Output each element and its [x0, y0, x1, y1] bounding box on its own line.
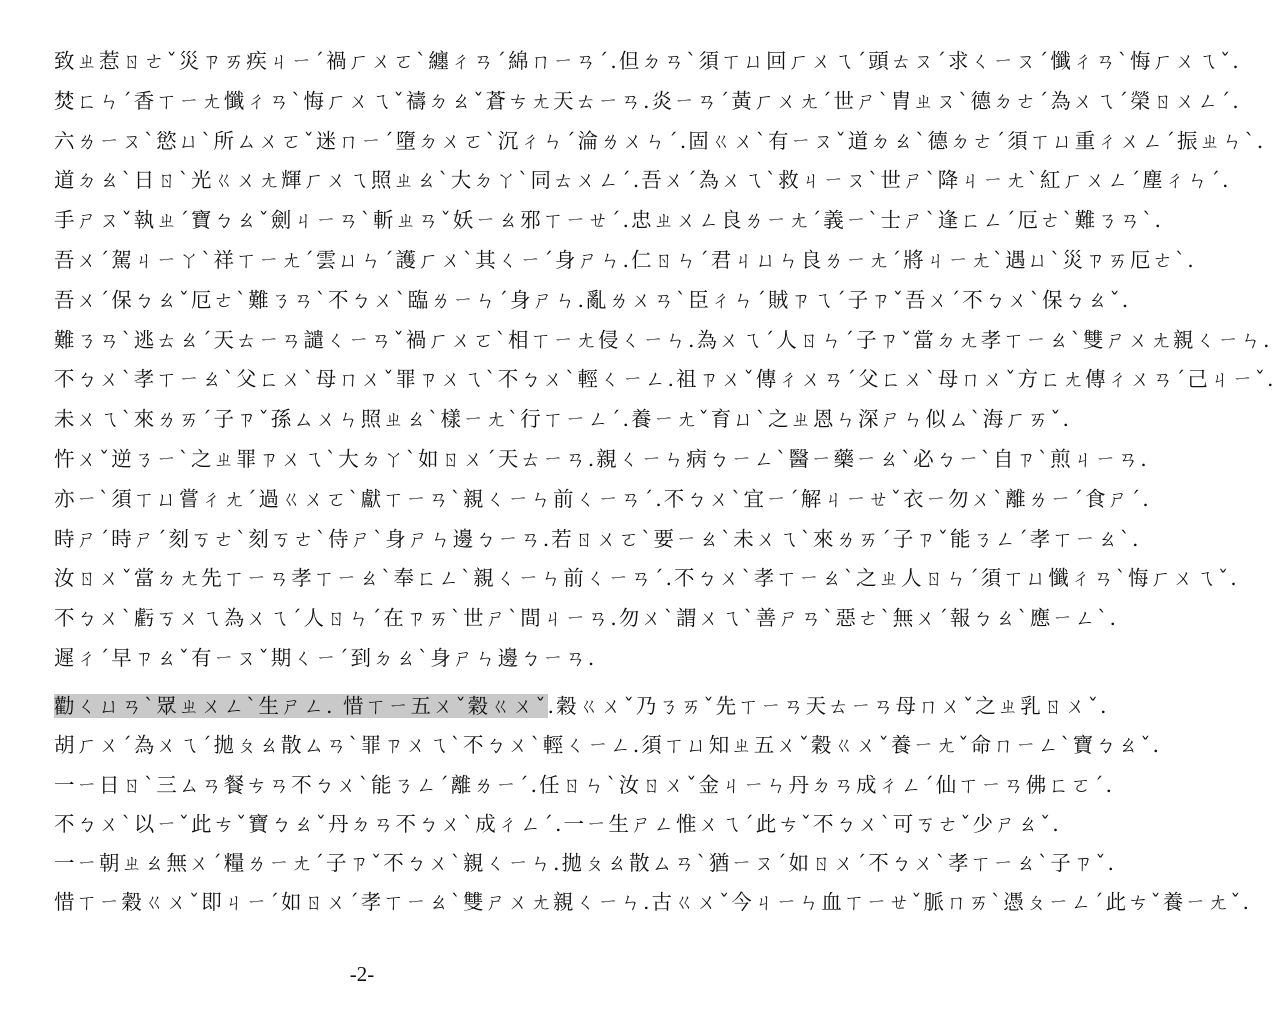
verse-line: 不ㄅㄨˋ以ㄧˇ此ㄘˇ寶ㄅㄠˇ丹ㄉㄢ不ㄅㄨˋ成ㄔㄥˊ.一ㄧ生ㄕㄥ惟ㄨㄟˊ此ㄘˇ不ㄅㄨˋ可ㄎㄜˇ少ㄕㄠˇ. [54, 811, 1061, 836]
verse-block-cherish-grain [54, 687, 1252, 923]
verse-line: 不ㄅㄨˋ孝ㄒㄧㄠˋ父ㄈㄨˋ母ㄇㄨˇ罪ㄗㄨㄟˋ不ㄅㄨˋ輕ㄑㄧㄥ.祖ㄗㄨˇ傳ㄔㄨㄢˊ父ㄈㄨˋ母ㄇㄨˇ方ㄈㄤ傳ㄔㄨㄢˊ己ㄐㄧˇ. [54, 367, 1276, 392]
page-number: -2- [349, 962, 375, 986]
verse-line: 焚ㄈㄣˊ香ㄒㄧㄤ懺ㄔㄢˋ悔ㄏㄨㄟˇ禱ㄉㄠˇ蒼ㄘㄤ天ㄊㄧㄢ.炎ㄧㄢˊ黃ㄏㄨㄤˊ世ㄕˋ胄ㄓㄡˋ德ㄉㄜˊ為ㄨㄟˊ榮ㄖㄨㄥˊ. [54, 88, 1241, 113]
verse-line: 不ㄅㄨˋ虧ㄎㄨㄟ為ㄨㄟˊ人ㄖㄣˊ在ㄗㄞˋ世ㄕˋ間ㄐㄧㄢ.勿ㄨˋ謂ㄨㄟˋ善ㄕㄢˋ惡ㄜˋ無ㄨˊ報ㄅㄠˋ應ㄧㄥˋ. [54, 606, 1119, 631]
verse-line: 一ㄧ朝ㄓㄠ無ㄨˊ糧ㄌㄧㄤˊ子ㄗˇ不ㄅㄨˋ親ㄑㄧㄣ.拋ㄆㄠ散ㄙㄢˋ猶ㄧㄡˊ如ㄖㄨˊ不ㄅㄨˋ孝ㄒㄧㄠˋ子ㄗˇ. [54, 851, 1117, 876]
verse-line: 難ㄋㄢˋ逃ㄊㄠˊ天ㄊㄧㄢ譴ㄑㄧㄢˇ禍ㄏㄨㄛˋ相ㄒㄧㄤ侵ㄑㄧㄣ.為ㄨㄟˊ人ㄖㄣˊ子ㄗˇ當ㄉㄤ孝ㄒㄧㄠˋ雙ㄕㄨㄤ親ㄑㄧㄣ. [54, 327, 1272, 352]
verse-line: 手ㄕㄡˇ執ㄓˊ寶ㄅㄠˇ劍ㄐㄧㄢˋ斬ㄓㄢˇ妖ㄧㄠ邪ㄒㄧㄝˊ.忠ㄓㄨㄥ良ㄌㄧㄤˊ義ㄧˋ士ㄕˋ逢ㄈㄥˊ厄ㄜˋ難ㄋㄢˋ. [54, 208, 1164, 233]
verse-line: 道ㄉㄠˋ日ㄖˋ光ㄍㄨㄤ輝ㄏㄨㄟ照ㄓㄠˋ大ㄉㄚˋ同ㄊㄨㄥˊ.吾ㄨˊ為ㄨㄟˋ救ㄐㄧㄡˋ世ㄕˋ降ㄐㄧㄤˋ紅ㄏㄨㄥˊ塵ㄔㄣˊ. [54, 168, 1231, 193]
verse-line: 時ㄕˊ時ㄕˊ刻ㄎㄜˋ刻ㄎㄜˋ侍ㄕˋ身ㄕㄣ邊ㄅㄧㄢ.若ㄖㄨㄛˋ要ㄧㄠˋ未ㄨㄟˋ來ㄌㄞˊ子ㄗˇ能ㄋㄥˊ孝ㄒㄧㄠˋ. [54, 526, 1141, 551]
verse-line: 忤ㄨˇ逆ㄋㄧˋ之ㄓ罪ㄗㄨㄟˋ大ㄉㄚˋ如ㄖㄨˊ天ㄊㄧㄢ.親ㄑㄧㄣ病ㄅㄧㄥˋ醫ㄧ藥ㄧㄠˋ必ㄅㄧˋ自ㄗˋ煎ㄐㄧㄢ. [54, 446, 1149, 471]
verse-line: 亦ㄧˋ須ㄒㄩ嘗ㄔㄤˊ過ㄍㄨㄛˋ獻ㄒㄧㄢˋ親ㄑㄧㄣ前ㄑㄧㄢˊ.不ㄅㄨˋ宜ㄧˊ解ㄐㄧㄝˇ衣ㄧ勿ㄨˋ離ㄌㄧˊ食ㄕˊ. [54, 486, 1151, 511]
verse-line: 遲ㄔˊ早ㄗㄠˇ有ㄧㄡˇ期ㄑㄧˊ到ㄉㄠˋ身ㄕㄣ邊ㄅㄧㄢ. [54, 645, 597, 670]
verse-block-main [54, 42, 1276, 679]
verse-line: 未ㄨㄟˋ來ㄌㄞˊ子ㄗˇ孫ㄙㄨㄣ照ㄓㄠˋ樣ㄧㄤˋ行ㄒㄧㄥˊ.養ㄧㄤˇ育ㄩˋ之ㄓ恩ㄣ深ㄕㄣ似ㄙˋ海ㄏㄞˇ. [54, 407, 1072, 432]
verse-line: 一ㄧ日ㄖˋ三ㄙㄢ餐ㄘㄢ不ㄅㄨˋ能ㄋㄥˊ離ㄌㄧˊ.任ㄖㄣˋ汝ㄖㄨˇ金ㄐㄧㄣ丹ㄉㄢ成ㄔㄥˊ仙ㄒㄧㄢ佛ㄈㄛˊ. [54, 772, 1115, 797]
verse-line: 汝ㄖㄨˇ當ㄉㄤ先ㄒㄧㄢ孝ㄒㄧㄠˋ奉ㄈㄥˋ親ㄑㄧㄣ前ㄑㄧㄢˊ.不ㄅㄨˋ孝ㄒㄧㄠˋ之ㄓ人ㄖㄣˊ須ㄒㄩ懺ㄔㄢˋ悔ㄏㄨㄟˇ. [54, 566, 1239, 591]
verse-line: 吾ㄨˊ保ㄅㄠˇ厄ㄜˋ難ㄋㄢˋ不ㄅㄨˋ臨ㄌㄧㄣˊ身ㄕㄣ.亂ㄌㄨㄢˋ臣ㄔㄣˊ賊ㄗㄟˊ子ㄗˇ吾ㄨˊ不ㄅㄨˋ保ㄅㄠˇ. [54, 287, 1131, 312]
heading-line-rest: .穀ㄍㄨˇ乃ㄋㄞˇ先ㄒㄧㄢ天ㄊㄧㄢ母ㄇㄨˇ之ㄓ乳ㄖㄨˇ. [547, 694, 1109, 718]
verse-line: 六ㄌㄧㄡˋ慾ㄩˋ所ㄙㄨㄛˇ迷ㄇㄧˊ墮ㄉㄨㄛˋ沉ㄔㄣˊ淪ㄌㄨㄣˊ.固ㄍㄨˋ有ㄧㄡˇ道ㄉㄠˋ德ㄉㄜˊ須ㄒㄩ重ㄔㄨㄥˊ振ㄓㄣˋ. [54, 128, 1266, 153]
verse-line: 吾ㄨˊ駕ㄐㄧㄚˋ祥ㄒㄧㄤˊ雲ㄩㄣˊ護ㄏㄨˋ其ㄑㄧˊ身ㄕㄣ.仁ㄖㄣˊ君ㄐㄩㄣ良ㄌㄧㄤˊ將ㄐㄧㄤˋ遇ㄩˋ災ㄗㄞ厄ㄜˋ. [54, 247, 1196, 272]
verse-line: 致ㄓ惹ㄖㄜˇ災ㄗㄞ疾ㄐㄧˊ禍ㄏㄨㄛˋ纏ㄔㄢˊ綿ㄇㄧㄢˊ.但ㄉㄢˋ須ㄒㄩ回ㄏㄨㄟˊ頭ㄊㄡˊ求ㄑㄧㄡˊ懺ㄔㄢˋ悔ㄏㄨㄟˇ. [54, 49, 1241, 73]
section-heading-line [54, 687, 1109, 726]
verse-line: 惜ㄒㄧ穀ㄍㄨˇ即ㄐㄧˊ如ㄖㄨˊ孝ㄒㄧㄠˋ雙ㄕㄨㄤ親ㄑㄧㄣ.古ㄍㄨˇ今ㄐㄧㄣ血ㄒㄧㄝˇ脈ㄇㄞˋ憑ㄆㄧㄥˊ此ㄘˇ養ㄧㄤˇ. [54, 890, 1252, 915]
highlighted-heading: 勸ㄑㄩㄢˋ眾ㄓㄨㄥˋ生ㄕㄥ. 惜ㄒㄧ五ㄨˇ穀ㄍㄨˇ [54, 694, 548, 718]
verse-line: 胡ㄏㄨˊ為ㄨㄟˊ拋ㄆㄠ散ㄙㄢˋ罪ㄗㄨㄟˋ不ㄅㄨˋ輕ㄑㄧㄥ.須ㄒㄩ知ㄓ五ㄨˇ穀ㄍㄨˇ養ㄧㄤˇ命ㄇㄧㄥˋ寶ㄅㄠˇ. [54, 733, 1162, 758]
